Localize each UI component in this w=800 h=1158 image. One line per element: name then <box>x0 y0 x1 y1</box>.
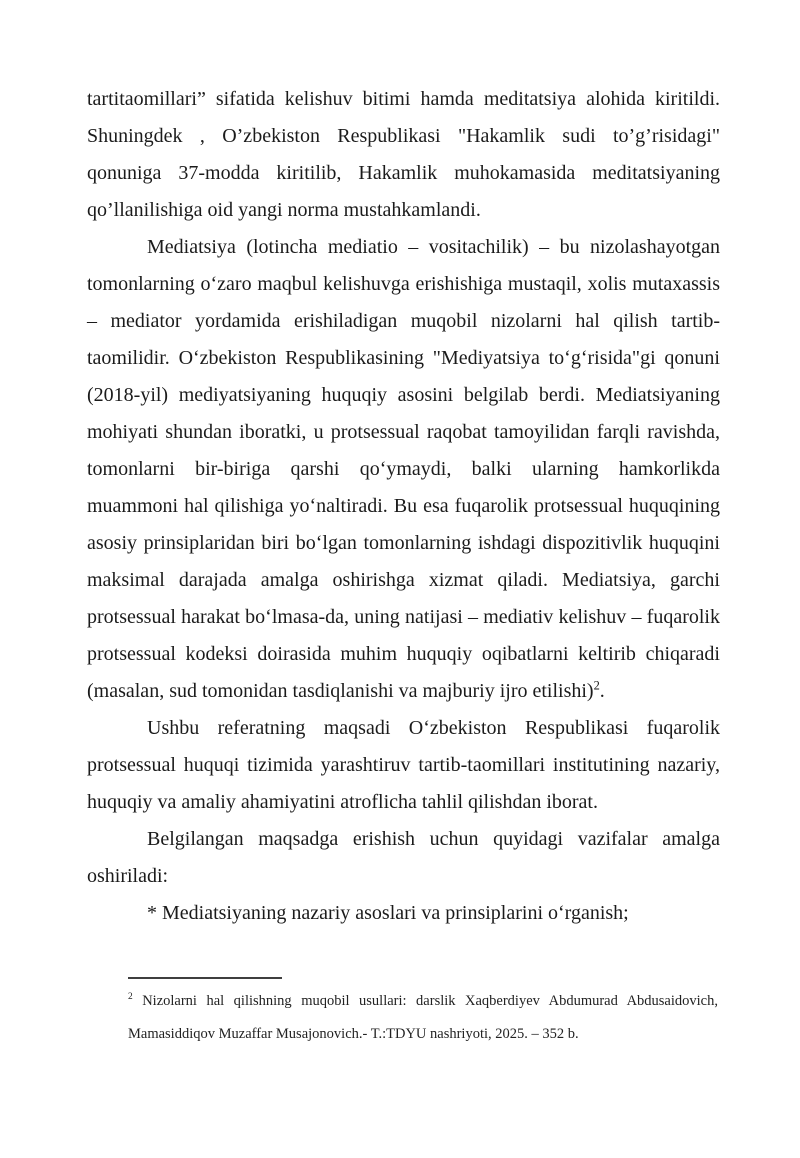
body-text <box>87 81 720 932</box>
footnote-marker: 2 <box>128 992 133 1003</box>
paragraph: Ushbu referatning maqsadi O‘zbekiston Respublikasi fuqarolik protsessual huquqi tizimida yarashtiruv tartib-taomillari institutining nazariy, huquqiy va amaliy ahamiyatini atroflicha tahlil qilishdan iborat. <box>87 717 720 813</box>
paragraph: Belgilangan maqsadga erishish uchun quyidagi vazifalar amalga oshiriladi: <box>87 828 720 887</box>
footnote-separator <box>128 977 282 979</box>
paragraph: Mediatsiya (lotincha mediatio – vositachilik) – bu nizolashayotgan tomonlarning o‘zaro maqbul kelishuvga erishishiga mustaqil, xolis mutaxassis – mediator yordamida erishiladigan muqobil nizolarni hal qilish tartib-taomilidir. O‘zbekiston Respublikasining "Mediyatsiya to‘g‘risida"gi qonuni (2018-yil) mediyatsiyaning huquqiy asosini belgilab berdi. Mediatsiyaning mohiyati shundan iboratki, u protsessual raqobat tamoyilidan farqli ravishda, tomonlarni bir-biriga qarshi qo‘ymaydi, balki ularning hamkorlikda muammoni hal qilishiga yo‘naltiradi. Bu esa fuqarolik protsessual huquqining asosiy prinsiplaridan biri bo‘lgan tomonlarning ishdagi dispozitivlik huquqini maksimal darajada amalga oshirishga xizmat qiladi. Mediatsiya, garchi protsessual harakat bo‘lmasa-da, uning natijasi – mediativ kelishuv – fuqarolik protsessual kodeksi doirasida muhim huquqiy oqibatlarni keltirib chiqaradi (masalan, sud tomonidan tasdiqlanishi va majburiy ijro etilishi)$^2$. <box>87 236 720 702</box>
footnote-text: Nizolarni hal qilishning muqobil usullari: darslik Xaqberdiyev Abdumurad Abdusaidovich, Mamasiddiqov Muzaffar Musajonovich.- T.:TDYU nashriyoti, 2025. – 352 b. <box>128 993 718 1042</box>
footnote <box>128 985 718 1051</box>
paragraph: tartitaomillari” sifatida kelishuv bitimi hamda meditatsiya alohida kiritildi. Shuningdek , O’zbekiston Respublikasi "Hakamlik sudi to’g’risidagi" qonuniga 37-modda kiritilib, Hakamlik muhokamasida meditatsiyaning qo’llanilishiga oid yangi norma mustahkamlandi. <box>87 88 720 221</box>
paragraph: * Mediatsiyaning nazariy asoslari va prinsiplarini o‘rganish; <box>147 902 629 924</box>
footnote-reference: 2 <box>593 678 600 693</box>
